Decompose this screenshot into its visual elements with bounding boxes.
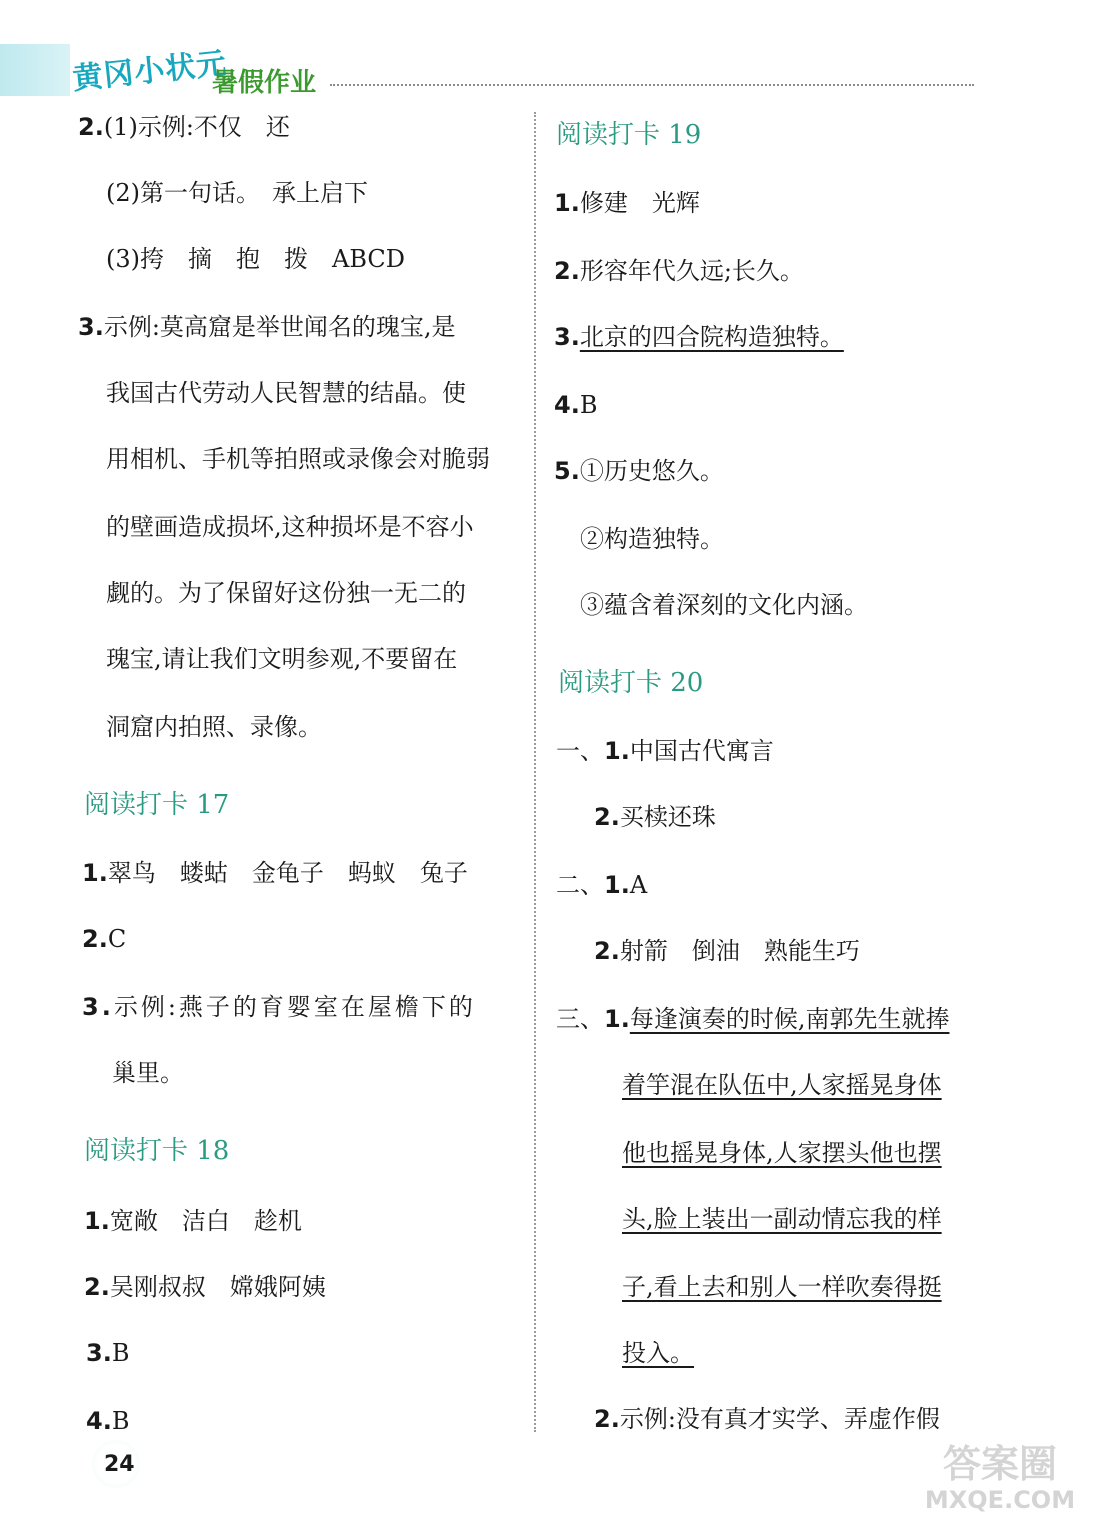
answer-3-line: 我国古代劳动人民智慧的结晶。使 — [106, 379, 466, 407]
card19-answer-5-item: ③蕴含着深刻的文化内涵。 — [580, 591, 868, 619]
brand-logo: 黄冈小状元 — [70, 45, 229, 97]
answer-3-line: 洞窟内拍照、录像。 — [106, 713, 322, 741]
header-divider — [330, 84, 974, 86]
card19-answer-1: 1.修建 光辉 — [554, 189, 700, 217]
answer-2-1: 2.(1)示例:不仅 还 — [78, 113, 290, 141]
card20-part-1-answer-1: 一、1.中国古代寓言 — [556, 737, 774, 765]
card17-answer-2: 2.C — [82, 925, 127, 953]
card19-answer-4: 4.B — [554, 391, 598, 419]
card17-answer-3: 3.示例:燕子的育婴室在屋檐下的 — [82, 993, 476, 1021]
section-title-card-17: 阅读打卡 17 — [84, 790, 230, 820]
card18-answer-4: 4.B — [86, 1407, 130, 1435]
card19-answer-3: 3.北京的四合院构造独特。 — [554, 323, 844, 351]
book-subtitle: 暑假作业 — [212, 68, 317, 98]
answer-2-3: (3)挎 摘 抱 拨 ABCD — [106, 245, 406, 273]
answer-3-line: 的壁画造成损坏,这种损坏是不容小 — [106, 513, 474, 541]
section-title-card-19: 阅读打卡 19 — [556, 120, 702, 150]
answer-3-line: 觑的。为了保留好这份独一无二的 — [106, 579, 466, 607]
answer-2-2: (2)第一句话。 承上启下 — [106, 179, 368, 207]
card20-part-3-answer-1-line: 子,看上去和别人一样吹奏得挺 — [622, 1273, 942, 1301]
card20-part-2-answer-1: 二、1.A — [556, 871, 648, 899]
watermark — [905, 1442, 1095, 1522]
card20-part-3-answer-1-line: 投入。 — [622, 1339, 694, 1367]
card20-part-3-answer-1-line: 他也摇晃身体,人家摆头他也摆 — [622, 1139, 942, 1167]
answer-3-line: 用相机、手机等拍照或录像会对脆弱 — [106, 445, 490, 473]
card17-answer-1: 1.翠鸟 蝼蛄 金龟子 蚂蚁 兔子 — [82, 859, 468, 887]
card19-answer-5-item: ②构造独特。 — [580, 525, 724, 553]
watermark-glyphs: 答案圈 — [942, 1442, 1057, 1486]
section-title-card-20: 阅读打卡 20 — [558, 668, 704, 698]
answer-3-line: 瑰宝,请让我们文明参观,不要留在 — [106, 645, 458, 673]
answer-3-line: 3.示例:莫高窟是举世闻名的瑰宝,是 — [78, 313, 456, 341]
card18-answer-2: 2.吴刚叔叔 嫦娥阿姨 — [84, 1273, 326, 1301]
column-divider — [534, 112, 536, 1432]
card20-part-3-answer-1-line: 着竽混在队伍中,人家摇晃身体 — [622, 1071, 942, 1099]
card20-part-3-answer-2: 2.示例:没有真才实学、弄虚作假 — [594, 1405, 940, 1433]
card18-answer-1: 1.宽敞 洁白 趁机 — [84, 1207, 302, 1235]
card17-answer-3-cont: 巢里。 — [112, 1059, 184, 1087]
card20-part-1-answer-2: 2.买椟还珠 — [594, 803, 716, 831]
section-title-card-18: 阅读打卡 18 — [84, 1136, 230, 1166]
card20-part-2-answer-2: 2.射箭 倒油 熟能生巧 — [594, 937, 860, 965]
watermark-url: MXQE.COM — [924, 1486, 1076, 1514]
card18-answer-3: 3.B — [86, 1339, 130, 1367]
card19-answer-2: 2.形容年代久远;长久。 — [554, 257, 804, 285]
card20-part-3-answer-1: 三、1.每逢演奏的时候,南郭先生就捧 — [556, 1005, 950, 1033]
header-band — [0, 44, 70, 96]
card20-part-3-answer-1-line: 头,脸上装出一副动情忘我的样 — [622, 1205, 942, 1233]
page-number: 24 — [104, 1452, 135, 1477]
card19-answer-5: 5.①历史悠久。 — [554, 457, 724, 485]
